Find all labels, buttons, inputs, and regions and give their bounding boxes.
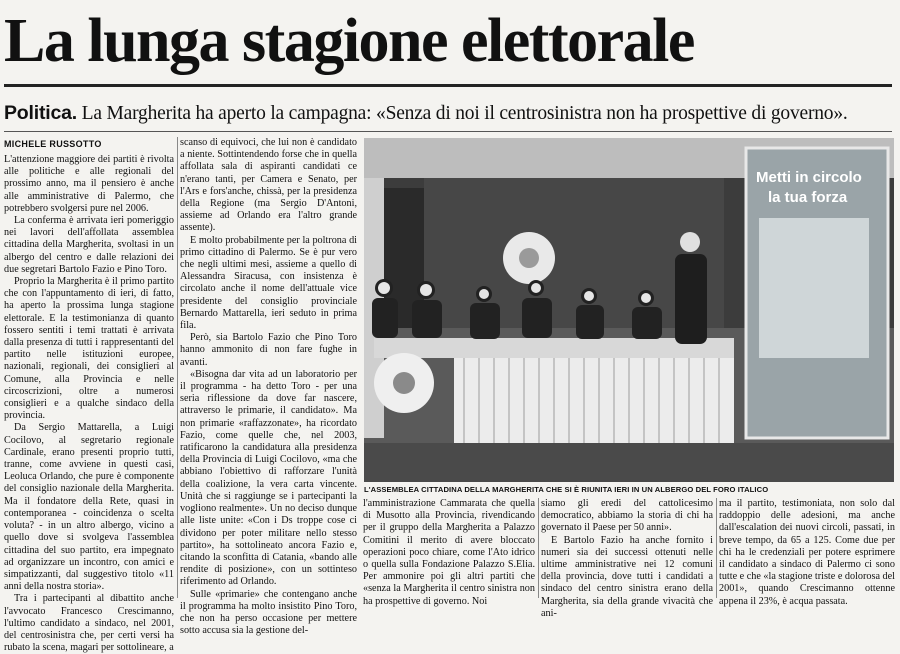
paragraph: Da Sergio Mattarella, a Luigi Cocilovo, al segretario regionale Cardinale, erano presenti proprio tutti, tranne, come avviene in questi casi, Leoluca Orlando, che pure è componente del consiglio nazionale della Margherita. Ma il fondatore della Rete, quasi in contemporanea - coincidenza o scelta voluta? - in un altro albergo, vicino a quello dove si svolgeva l'assemblea cittadina del suo partito, era impegnato ad organizzare un incontro, con amici e simpatizzanti, dal suggestivo titolo «11 anni della nostra storia». <box>4 422 174 593</box>
photo-caption: L'ASSEMBLEA CITTADINA DELLA MARGHERITA CHE SI È RIUNITA IERI IN UN ALBERGO DEL FORO ITALICO <box>364 485 769 494</box>
paragraph: ma il partito, testimoniata, non solo dal raddoppio delle adesioni, ma anche dall'escalation dei nuovi circoli, passati, in breve tempo, da 65 a 125. Come due per chi ha le credenziali per potere esprimere il candidato a sindaco di Palermo ci sono tutte e che «la stagione triste e dolorosa del 2001», quando Crescimanno ottenne appena il 23%, è acqua passata. <box>719 498 895 607</box>
banner-text-line1: Metti in circolo <box>756 169 862 186</box>
paragraph: Sulle «primarie» che contengano anche il programma ha molto insistito Pino Toro, che non ha perso occasione per mettere sotto accusa sia la gestione del- <box>180 588 357 637</box>
assembly-photo <box>364 138 894 482</box>
article-column-1 <box>4 154 174 654</box>
headline-rule <box>4 84 892 87</box>
article-column-3 <box>363 498 535 607</box>
column-divider <box>716 498 717 598</box>
paragraph: Proprio la Margherita è il primo partito che con l'appuntamento di ieri, di fatto, ha aperto la prossima lunga stagione elettorale. E la testimonianza di quanto fossero sentiti i temi trattati è arrivata dalla presenza di tutti i rappresentanti del partito nelle istituzioni europee, nazionali, regionali, dei consiglieri al Comune, alla Provincia e nelle circoscrizioni, oltre a numerosi consiglieri e a qualche sindaco della provincia. <box>4 276 174 422</box>
subhead-kicker: Politica. <box>4 102 77 124</box>
article-column-4 <box>541 498 713 619</box>
byline: MICHELE RUSSOTTO <box>4 139 102 149</box>
assembly-photo-image <box>364 138 894 482</box>
banner-text-line2: la tua forza <box>768 189 848 206</box>
article-column-2 <box>180 137 357 637</box>
subhead-rule <box>4 131 892 132</box>
paragraph: Tra i partecipanti al dibattito anche l'avvocato Francesco Crescimanno, l'ultimo candidato a sindaco, nel 2001, del centrosinistra che, per certi versi ha rubato la scena, magari per sottolineare, a <box>4 593 174 654</box>
paragraph: E Bartolo Fazio ha anche fornito i numeri sia dei successi ottenuti nelle ultime amministrative nei 12 comuni della provincia, dove tutti i candidati a sindaco del centro sinistra erano della Margherita, sia della grande vivacità che ani- <box>541 534 713 619</box>
column-divider <box>538 498 539 598</box>
paragraph: «Bisogna dar vita ad un laboratorio per il programma - ha detto Toro - per una seria riflessione da dove far nascere, attraverso le primarie, il candidato». Ma non primarie «raffazzonate», ha ricordato Fazio, come quelle che, nel 2003, ratificarono la candidatura alla presidenza della Provincia di Luigi Cocilovo, «ma che abbiano l'obiettivo di rafforzare l'unità della coalizione, la vera carta vincente. Unità che si raggiunge se i partecipanti la vogliono realmente». Un no deciso dunque alle liste unite: «Con i Ds troppe cose ci dividono per poter militare nello stesso partito», ha sottolineato ancora Fazio e, citando la sconfitta di Catania, «bando alle rendite di posizione», con un sottinteso riferimento ad Orlando. <box>180 368 357 588</box>
paragraph: siamo gli eredi del cattolicesimo democratico, abbiamo la storia di chi ha governato il Paese per 50 anni». <box>541 498 713 534</box>
paragraph: scanso di equivoci, che lui non è candidato a niente. Sottintendendo forse che in quella affollata sala di aspiranti candidati ce n'erano tanti, per Camera e Senato, per l'Ars e fors'anche, chissà, per la presidenza della Regione (ma Sergio D'Antoni, assieme ad Orlando era l'altro grande assente). <box>180 137 357 234</box>
subhead-text: La Margherita ha aperto la campagna: «Senza di noi il centrosinistra non ha prospettive di governo». <box>81 103 848 124</box>
paragraph: La conferma è arrivata ieri pomeriggio nei lavori dell'affollata assemblea cittadina della Margherita, svoltasi in un albergo del centro e dalle relazioni dei due segretari Bartolo Fazio e Pino Toro. <box>4 215 174 275</box>
paragraph: E molto probabilmente per la poltrona di primo cittadino di Palermo. Se è pur vero che negli ultimi mesi, assieme a quello di Alessandra Siracusa, con insistenza è circolato anche il nome dell'attuale vice presidente del consiglio provinciale Bernardo Mattarella, ieri seduto in prima fila. <box>180 234 357 332</box>
article-column-5 <box>719 498 895 607</box>
paragraph: Però, sia Bartolo Fazio che Pino Toro hanno ammonito di non fare fughe in avanti. <box>180 332 357 368</box>
subheadline <box>4 100 894 126</box>
column-divider <box>177 137 178 598</box>
headline: La lunga stagione elettorale <box>4 7 694 75</box>
paragraph: L'attenzione maggiore dei partiti è rivolta alle politiche e alle regionali del prossimo anno, ma il pensiero è anche alle amministrative di Palermo, che potrebbero svolgersi pure nel 2006. <box>4 154 174 214</box>
paragraph: l'amministrazione Cammarata che quella di Musotto alla Provincia, rivendicando per il gruppo della Margherita a Palazzo Comitini il merito di avere bloccato operazioni poco chiare, come l'Ato idrico o quella sulla Fondazione Palazzo S.Elia. Per ammonire poi gli altri partiti che «senza la Margherita il centro sinistra non ha prospettive di governo. Noi <box>363 498 535 607</box>
